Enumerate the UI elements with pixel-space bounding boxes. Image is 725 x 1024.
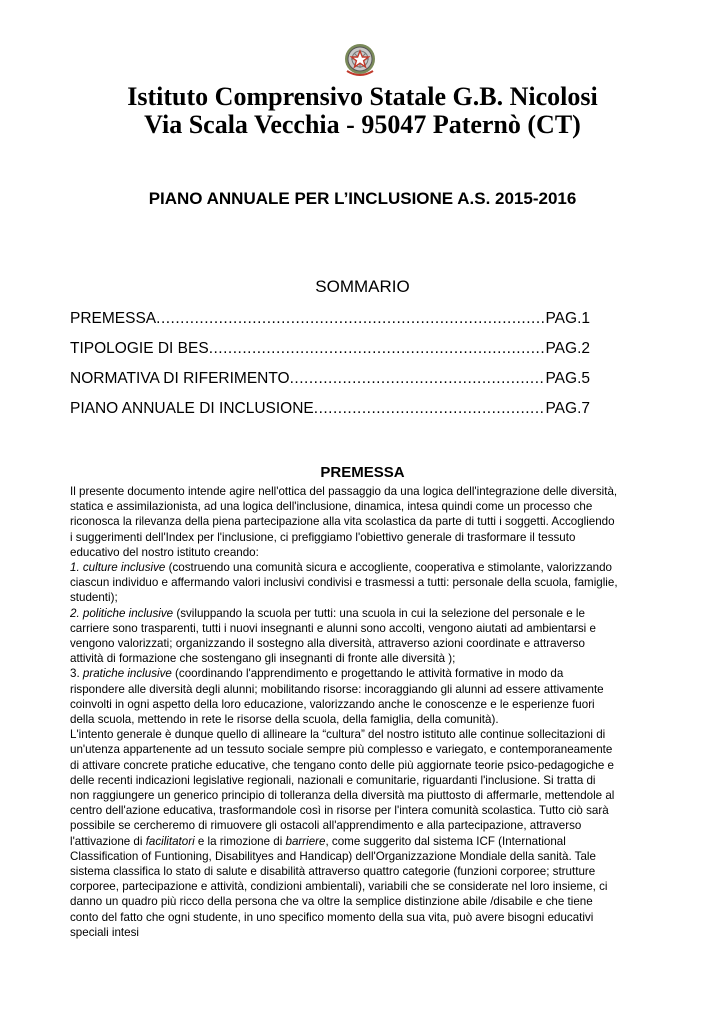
point-2-label: 2. politiche inclusive <box>70 606 174 620</box>
toc-item-page: PAG.1 <box>545 310 590 327</box>
premessa-heading: PREMESSA <box>320 464 405 481</box>
toc-item-normativa[interactable] <box>70 370 590 388</box>
school-address: Via Scala Vecchia - 95047 Paternò (CT) <box>144 110 581 139</box>
closing-text-c: , come suggerito dal sistema ICF (International Classification of Funtioning, Disabilityes and Handicap) dell'Organizzazione Mondiale della sanità. Tale sistema classifica lo stato di salute e disabilità attraverso quattro categorie (funzioni corporee; strutture corporee, partecipazione e attività, condizioni ambientali), variabili che se considerate nel loro insieme, ci danno un quadro più ricco della persona che va oltre la semplice distinzione abile /disabile e che tiene conto del fatto che ogni studente, in uno specifico momento della sua vita, può avere bisogni educativi speciali intesi <box>70 834 608 939</box>
toc-item-label: PREMESSA <box>70 310 157 327</box>
toc-title: SOMMARIO <box>315 277 410 296</box>
premessa-point-2 <box>70 606 618 667</box>
toc-leader-dots <box>156 310 545 328</box>
point-3-label: pratiche inclusive <box>82 667 172 681</box>
closing-text-b: e la rimozione di <box>194 834 286 848</box>
italian-republic-emblem-icon <box>343 41 377 79</box>
toc-item-label: NORMATIVA DI RIFERIMENTO <box>70 370 290 387</box>
point-1-label: 1. culture inclusive <box>70 561 166 575</box>
closing-text-a: L'intento generale è dunque quello di allineare la “cultura” del nostro istituto alle continue sollecitazioni di un'utenza appartenente ad un tessuto sociale sempre più complesso e variegato, e contemporaneamente di attivare concrete pratiche educative, che tengano conto delle più aggiornate teorie psico-pedagogiche e delle recenti indicazioni legislative regionali, nazionali e comunitarie, riguardanti l'inclusione. Si tratta di non raggiungere un generico principio di tolleranza della diversità ma piuttosto di affermarle, mettendole al centro dell'azione educativa, trasformandole così in risorse per l'intera comunità scolastica. Tutto ciò sarà possibile se cercheremo di rimuovere gli ostacoli all'apprendimento e alla partecipazione, attraverso l'attivazione di <box>70 728 615 848</box>
toc-leader-dots <box>314 400 546 418</box>
point-1-text: (costruendo una comunità sicura e accogliente, cooperativa e stimolante, valorizzando ciascun individuo e affermando valori inclusivi condivisi e trasmessi a tutti: personale della scuola, famiglie, studenti); <box>70 561 618 605</box>
point-3-number: 3. <box>70 667 83 681</box>
plan-title: PIANO ANNUALE PER L’INCLUSIONE A.S. 2015-2016 <box>148 189 577 208</box>
premessa-point-1 <box>70 560 618 606</box>
point-2-text: (sviluppando la scuola per tutti: una scuola in cui la selezione del personale e le carriere sono trasparenti, tutti i nuovi insegnanti e alunni sono accolti, vengono aiutati ad ambientarsi e vengono valorizzati; organizzando il sostegno alla diversità, attraverso azioni coordinate e attraverso attività di formazione che sostengano gli insegnanti di fronte alle diversità ); <box>70 606 596 666</box>
closing-barriere: barriere <box>285 834 326 848</box>
premessa-intro: Il presente documento intende agire nell'ottica del passaggio da una logica dell'integrazione delle diversità, statica e assimilazionista, ad una logica dell'inclusione, dinamica, intesa quindi come un processo che riconosca la rilevanza della piena partecipazione alla vita scolastica da parte di tutti i soggetti. Accogliendo i suggerimenti dell'Index per l'inclusione, ci prefiggiamo l'obiettivo generale di trasformare il tessuto educativo del nostro istituto creando: <box>70 485 618 559</box>
point-3-text: (coordinando l'apprendimento e progettando le attività formative in modo da rispondere alle diversità degli alunni; mobilitando risorse: incoraggiando gli alunni ad essere attivamente coinvolti in ogni aspetto della loro educazione, valorizzando anche le conoscenze e le esperienze fuori della scuola, mettendo in rete le risorse della scuola, della famiglia, della comunità). <box>70 667 604 727</box>
toc-item-premessa[interactable] <box>70 310 590 328</box>
toc-item-page: PAG.2 <box>545 340 590 357</box>
toc-item-label: TIPOLOGIE DI BES <box>70 340 209 357</box>
premessa-body <box>70 484 618 940</box>
premessa-closing <box>70 727 618 940</box>
toc-item-tipologie-di-bes[interactable] <box>70 340 590 358</box>
toc-item-piano-annuale[interactable] <box>70 400 590 418</box>
premessa-point-3 <box>70 666 618 727</box>
toc-item-page: PAG.5 <box>545 370 590 387</box>
closing-facilitatori: facilitatori <box>145 834 195 848</box>
toc-item-page: PAG.7 <box>545 400 590 417</box>
toc-leader-dots <box>290 370 546 388</box>
toc-item-label: PIANO ANNUALE DI INCLUSIONE <box>70 400 314 417</box>
toc-leader-dots <box>209 340 546 358</box>
school-name: Istituto Comprensivo Statale G.B. Nicolosi <box>127 82 598 111</box>
